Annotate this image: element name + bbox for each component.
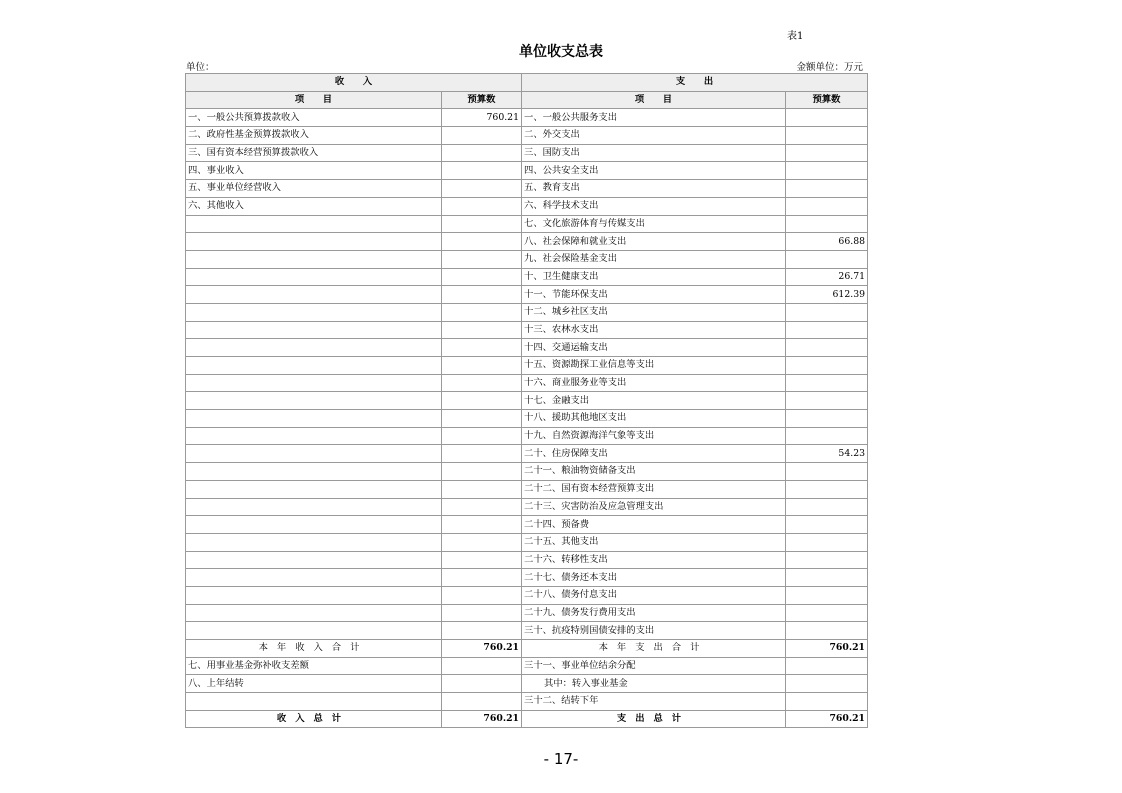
income-amount [442,392,522,410]
grand-total-row-income-amount: 760.21 [442,710,522,728]
table-row [186,693,868,711]
income-amount [442,215,522,233]
expense-amount: 612.39 [786,286,868,304]
income-amount [442,569,522,587]
expense-amount [786,480,868,498]
table-row [186,357,868,375]
table-row [186,286,868,304]
expense-amount [786,374,868,392]
expense-amount [786,321,868,339]
income-item [186,498,442,516]
budget-summary-table [185,73,868,728]
grand-total-row [186,710,868,728]
section-header-row [186,74,868,92]
year-total-row-income-amount: 760.21 [442,640,522,658]
expense-amount [786,162,868,180]
expense-item: 十五、资源勘探工业信息等支出 [522,357,786,375]
expense-amount [786,339,868,357]
expense-item: 三十二、结转下年 [522,693,786,711]
expense-item: 四、公共安全支出 [522,162,786,180]
expense-item: 十二、城乡社区支出 [522,303,786,321]
income-amount [442,551,522,569]
table-row [186,162,868,180]
income-amount [442,533,522,551]
table-row [186,463,868,481]
unit-label: 单位： [186,62,215,73]
table-row [186,622,868,640]
expense-header: 支 出 [522,74,868,92]
table-row [186,445,868,463]
income-header: 收 入 [186,74,522,92]
income-item [186,357,442,375]
expense-amount [786,215,868,233]
income-item [186,445,442,463]
income-item: 六、其他收入 [186,197,442,215]
expense-item: 二十五、其他支出 [522,533,786,551]
expense-item: 十六、商业服务业等支出 [522,374,786,392]
expense-item: 一、一般公共服务支出 [522,109,786,127]
year-total-row-expense-label: 本年支出合计 [522,640,786,658]
income-amount [442,445,522,463]
grand-total-row-income-label: 收入总计 [186,710,442,728]
expense-item: 二十四、预备费 [522,516,786,534]
expense-item: 八、社会保障和就业支出 [522,233,786,251]
table-row [186,410,868,428]
income-amount [442,498,522,516]
income-amount [442,250,522,268]
income-item [186,463,442,481]
table-row [186,339,868,357]
amount-unit: 金额单位：万元 [796,62,863,73]
expense-item: 十九、自然资源海洋气象等支出 [522,427,786,445]
income-amount [442,321,522,339]
expense-item: 二十一、粮油物资储备支出 [522,463,786,481]
income-item [186,622,442,640]
income-item [186,551,442,569]
income-item-col-header: 项 目 [186,91,442,109]
income-amount [442,303,522,321]
income-amount [442,675,522,693]
income-item [186,374,442,392]
income-amount [442,286,522,304]
expense-amount [786,693,868,711]
table-row [186,180,868,198]
income-item [186,586,442,604]
expense-item: 二十八、债务付息支出 [522,586,786,604]
income-amount [442,480,522,498]
table-row [186,109,868,127]
income-amount [442,516,522,534]
expense-item: 十、卫生健康支出 [522,268,786,286]
expense-item: 三十一、事业单位结余分配 [522,657,786,675]
expense-item: 十七、金融支出 [522,392,786,410]
expense-amount [786,463,868,481]
table-row [186,604,868,622]
income-amount [442,197,522,215]
table-row [186,427,868,445]
income-amount [442,622,522,640]
table-row [186,392,868,410]
expense-amount [786,516,868,534]
expense-item: 二十、住房保障支出 [522,445,786,463]
income-item [186,693,442,711]
table-row [186,657,868,675]
table-row [186,586,868,604]
income-item [186,516,442,534]
income-item: 一、一般公共预算拨款收入 [186,109,442,127]
expense-item: 其中：转入事业基金 [522,675,786,693]
expense-amount [786,197,868,215]
expense-amount [786,144,868,162]
table-row [186,321,868,339]
year-total-row [186,640,868,658]
expense-item: 十八、援助其他地区支出 [522,410,786,428]
income-amount [442,374,522,392]
year-total-row-expense-amount: 760.21 [786,640,868,658]
expense-amount [786,551,868,569]
expense-item-col-header: 项 目 [522,91,786,109]
expense-amount [786,392,868,410]
table-row [186,250,868,268]
income-amount [442,144,522,162]
income-amount: 760.21 [442,109,522,127]
income-amount [442,410,522,428]
expense-amount [786,675,868,693]
expense-item: 二、外交支出 [522,127,786,145]
expense-item: 三十、抗疫特别国债安排的支出 [522,622,786,640]
income-amount [442,463,522,481]
income-amount [442,127,522,145]
income-item: 四、事业收入 [186,162,442,180]
expense-item: 二十六、转移性支出 [522,551,786,569]
income-item [186,233,442,251]
income-item [186,427,442,445]
table-row [186,144,868,162]
income-amount [442,693,522,711]
expense-amount [786,586,868,604]
income-budget-col-header: 预算数 [442,91,522,109]
table-row [186,233,868,251]
expense-amount [786,410,868,428]
table-row [186,551,868,569]
table-row [186,569,868,587]
income-item [186,250,442,268]
income-item: 二、政府性基金预算拨款收入 [186,127,442,145]
expense-item: 三、国防支出 [522,144,786,162]
expense-amount [786,127,868,145]
expense-amount [786,180,868,198]
expense-item: 二十二、国有资本经营预算支出 [522,480,786,498]
income-item [186,339,442,357]
income-item [186,215,442,233]
expense-amount [786,622,868,640]
income-item: 三、国有资本经营预算拨款收入 [186,144,442,162]
expense-amount [786,427,868,445]
expense-budget-col-header: 预算数 [786,91,868,109]
expense-amount [786,109,868,127]
income-item [186,286,442,304]
expense-item: 六、科学技术支出 [522,197,786,215]
expense-amount [786,604,868,622]
grand-total-row-expense-amount: 760.21 [786,710,868,728]
income-amount [442,268,522,286]
table-row [186,374,868,392]
income-item [186,533,442,551]
page-number: - 17- [543,750,579,768]
income-item [186,303,442,321]
table-row [186,215,868,233]
table-row [186,480,868,498]
table-code: 表1 [787,31,804,42]
income-amount [442,162,522,180]
income-amount [442,180,522,198]
income-amount [442,339,522,357]
expense-amount: 54.23 [786,445,868,463]
page-title: 单位收支总表 [519,44,603,60]
year-total-row-income-label: 本年收入合计 [186,640,442,658]
expense-item: 十三、农林水支出 [522,321,786,339]
expense-amount [786,498,868,516]
income-item [186,268,442,286]
income-amount [442,657,522,675]
table-row [186,516,868,534]
table-row [186,197,868,215]
income-item: 五、事业单位经营收入 [186,180,442,198]
income-item [186,410,442,428]
expense-item: 二十三、灾害防治及应急管理支出 [522,498,786,516]
table-row [186,127,868,145]
income-amount [442,604,522,622]
expense-amount: 66.88 [786,233,868,251]
expense-item: 七、文化旅游体育与传媒支出 [522,215,786,233]
income-item: 七、用事业基金弥补收支差额 [186,657,442,675]
expense-amount [786,657,868,675]
expense-item: 十一、节能环保支出 [522,286,786,304]
column-header-row [186,91,868,109]
expense-item: 二十九、债务发行费用支出 [522,604,786,622]
income-amount [442,586,522,604]
income-item [186,604,442,622]
expense-amount [786,250,868,268]
income-item: 八、上年结转 [186,675,442,693]
expense-item: 二十七、债务还本支出 [522,569,786,587]
income-amount [442,427,522,445]
table-row [186,268,868,286]
grand-total-row-expense-label: 支出总计 [522,710,786,728]
table-row [186,533,868,551]
income-item [186,392,442,410]
income-item [186,321,442,339]
income-amount [442,233,522,251]
expense-item: 九、社会保险基金支出 [522,250,786,268]
expense-amount [786,303,868,321]
expense-amount [786,569,868,587]
expense-item: 十四、交通运输支出 [522,339,786,357]
expense-item: 五、教育支出 [522,180,786,198]
table-row [186,675,868,693]
expense-amount [786,533,868,551]
income-item [186,480,442,498]
table-row [186,303,868,321]
expense-amount [786,357,868,375]
income-item [186,569,442,587]
income-amount [442,357,522,375]
expense-amount: 26.71 [786,268,868,286]
table-row [186,498,868,516]
